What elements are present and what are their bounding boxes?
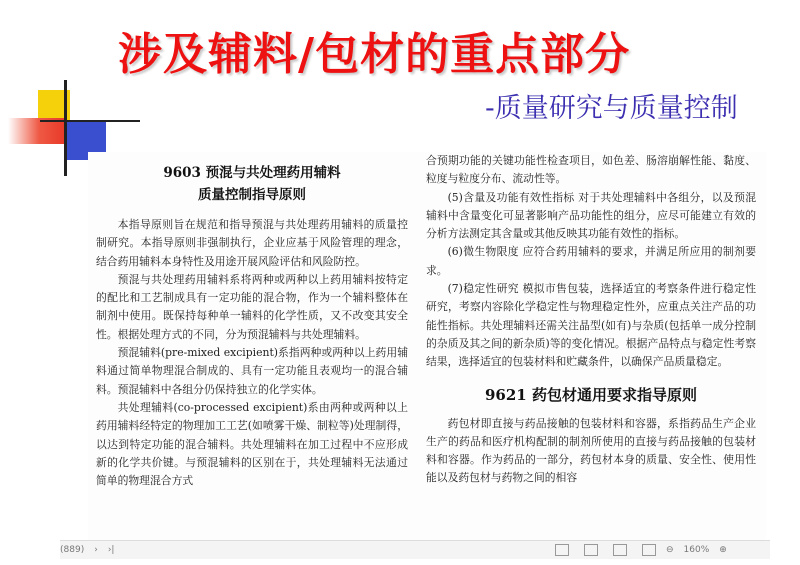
section-heading-9621: 9621 药包材通用要求指导原则: [485, 385, 697, 404]
viewer-tools: [550, 541, 737, 559]
paragraph: (6)微生物限度 应符合药用辅料的要求，并满足所应用的制剂要求。: [426, 245, 756, 277]
zoom-level[interactable]: 160%: [683, 545, 710, 555]
slide-title: 涉及辅料/包材的重点部分: [118, 29, 631, 80]
paragraph: 合预期功能的关键功能性检查项目，如色差、肠溶崩解性能、黏度、粒度与粒度分布、流动性等。: [426, 154, 756, 186]
paragraph: (5)含量及功能有效性指标 对于共处理辅料中各组分，以及预混辅料中含量变化可显著影响产品功能性的组分，应尽可能建立有效的分析方法测定其含量或其他反映其功能有效性的指标。: [426, 190, 756, 241]
paragraph: 药包材即直接与药品接触的包装材料和容器，系指药品生产企业生产的药品和医疗机构配制的制剂所使用的直接与药品接触的包装材料和容器。作为药品的一部分，药包材本身的质量、安全性、使用性能以及药包材与药物之间的相容: [426, 416, 756, 485]
zoom-out-icon[interactable]: ⊖: [666, 545, 674, 555]
single-page-icon[interactable]: [584, 544, 598, 556]
section-subheading-9603: 质量控制指导原则: [198, 187, 306, 203]
read-mode-icon[interactable]: [555, 544, 569, 556]
next-page-icon[interactable]: ›: [94, 545, 98, 555]
decor-horizontal-line: [40, 120, 140, 122]
continuous-page-icon[interactable]: [642, 544, 656, 556]
viewer-status-bar: [60, 540, 770, 559]
paragraph: 预混辅料(pre-mixed excipient)系指两种或两种以上药用辅料通过简单物理混合制成的、具有一定功能且表观均一的混合辅料。预混辅料中各组分仍保持独立的化学实体。: [96, 346, 408, 396]
document-scan: [88, 152, 766, 540]
section-heading-9603: 9603 预混与共处理药用辅料: [163, 165, 341, 181]
paragraph: (7)稳定性研究 模拟市售包装，选择适宜的考察条件进行稳定性研究，考察内容除化学稳定性与物理稳定性外，应重点关注产品的功能性指标。共处理辅料还需关注晶型(如有)与杂质(包括单一成分控制的杂质及其之间的新杂质)等的变化情况。根据产品特点与稳定性考察结果，选择适宜的包装材料和贮藏条件，以确保产品质量稳定。: [426, 282, 756, 369]
paragraph: 预混与共处理药用辅料系将两种或两种以上药用辅料按特定的配比和工艺制成具有一定功能的混合物，作为一个辅料整体在制剂中使用。既保持每种单一辅料的化学性质，又不改变其安全性。根据处理方式的不同，分为预混辅料与共处理辅料。: [96, 272, 408, 341]
paragraph: 共处理辅料(co-processed excipient)系由两种或两种以上药用辅料经特定的物理加工工艺(如喷雾干燥、制粒等)处理制得，以达到特定功能的混合辅料。共处理辅料在加工过程中不应形成新的化学共价键。与预混辅料的区别在于，共处理辅料无法通过简单的物理混合方式: [96, 400, 408, 488]
page-indicator: (889): [60, 545, 85, 555]
left-column: [96, 152, 408, 490]
slide-subtitle: -质量研究与质量控制: [485, 93, 738, 124]
zoom-in-icon[interactable]: ⊕: [719, 545, 727, 555]
paragraph: 本指导原则旨在规范和指导预混与共处理药用辅料的质量控制研究。本指导原则非强制执行，企业应基于风险管理的理念，结合药用辅料本身特性及用途开展风险评估和风险防控。: [96, 218, 408, 268]
last-page-icon[interactable]: ›|: [107, 545, 115, 555]
right-column: [426, 152, 756, 488]
double-page-icon[interactable]: [613, 544, 627, 556]
decor-vertical-line: [64, 80, 67, 176]
